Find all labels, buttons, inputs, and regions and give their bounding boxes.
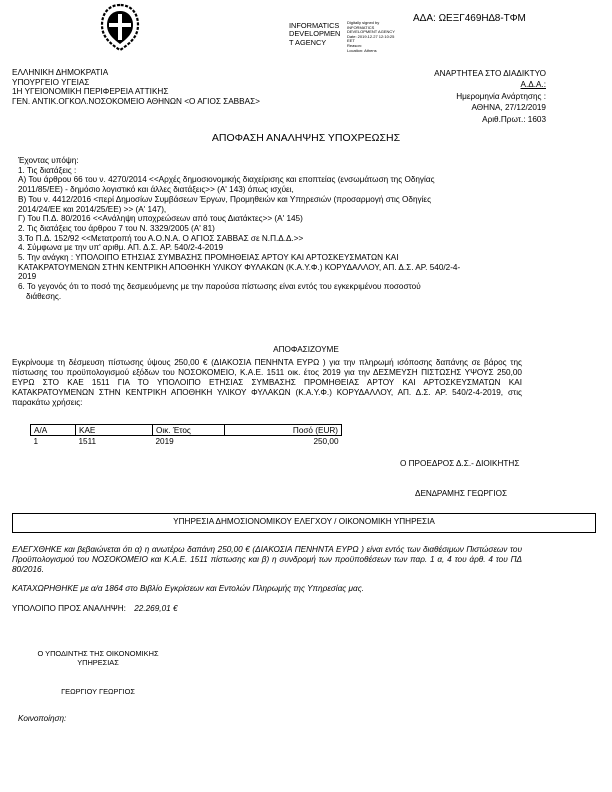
considering-item: 6. Το γεγονός ότι το ποσό της δεσμευόμενης με την παρούσα πίστωσης είναι εντός του εγκεκριμένου ποσοστού	[18, 282, 421, 292]
approval-paragraph: Εγκρίνουμε τη δέσμευση πίστωσης ύψους 250,00 € (ΔΙΑΚΟΣΙΑ ΠΕΝΗΝΤΑ ΕΥΡΩ ) για την πληρωμή ισόποσης δαπάνης σε βάρος της πίστωσης του προϋπολογισμού εξόδων του ΝΟΣΟΚΟΜΕΙΟ, Κ.Α.Ε. 1511 οικ. έτος 2019 για την ΔΕΣΜΕΥΣΗ ΠΙΣΤΩΣΗΣ ΥΨΟΥΣ 250,00 ΕΥΡΩ ΣΤΟ ΚΑΕ 1511 ΓΙΑ ΤΟ ΥΠΟΛΟΙΠΟ ΕΤΗΣΙΑΣ ΣΥΜΒΑΣΗΣ ΠΡΟΜΗΘΕΙΑΣ ΑΡΤΟΥ ΚΑΙ ΑΡΤΟΣΚΕΥΣΜΑΤΩΝ ΚΑΙ ΚΑΤΑΚΡΑΤΟΥΜΕΝΩΝ ΣΤΗΝ ΚΕΝΤΡΙΚΗ ΑΠΟΘΗΚΗ ΥΛΙΚΟΥ ΦΥΛΑΚΩΝ (Κ.Α.Υ.Φ.) ΚΟΡΥΔΑΛΛΟΥ, ΑΠ. Δ.Σ. ΑΡ. 540/2-4-2019, στις παρακάτω χρήσεις:	[12, 358, 522, 407]
signature-line-4: Date: 2019.12.27 12:10:25	[347, 33, 395, 39]
document-title: ΑΠΟΦΑΣΗ ΑΝΑΛΗΨΗΣ ΥΠΟΧΡΕΩΣΗΣ	[211, 132, 401, 144]
ida-logo-line-1: INFORMATICS	[289, 21, 340, 30]
post-online-label: ΑΝΑΡΤΗΤΕΑ ΣΤΟ ΔΙΑΔΙΚΤΥΟ	[434, 69, 546, 78]
issuer-line-4: ΓΕΝ. ΑΝΤΙΚ.ΟΓΚΟΛ.ΝΟΣΟΚΟΜΕΙΟ ΑΘΗΝΩΝ <Ο ΑΓΙΟΣ ΣΑΒΒΑΣ>	[12, 96, 260, 106]
signature-line-5: EET	[347, 38, 355, 44]
post-date-label: Ημερομηνία Ανάρτησης :	[456, 91, 546, 101]
ada-top: ΑΔΑ: ΩΕΞΓ469Η∆8-ΤΦΜ	[413, 13, 526, 24]
table-header-row	[31, 425, 342, 436]
signature-line-6: Reason:	[347, 42, 362, 48]
col-kae: ΚΑΕ	[76, 425, 153, 436]
ida-logo-text	[289, 22, 340, 47]
decide-heading: ΑΠΟΦΑΣΙΖΟΥΜΕ	[273, 345, 339, 354]
cell-kae: 1511	[78, 436, 97, 446]
considering-item: 2014/24/ΕΕ και 2014/25/ΕΕ) >> (Α' 147),	[18, 204, 167, 214]
greek-emblem-icon	[95, 3, 145, 53]
signature-line-1: Digitally signed by	[347, 20, 380, 25]
service-box-label: ΥΠΗΡΕΣΙΑ ΔΗΜΟΣΙΟΝΟΜΙΚΟΥ ΕΛΕΓΧΟΥ / ΟΙΚΟΝΟΜΙΚΗ ΥΠΗΡΕΣΙΑ	[173, 517, 435, 526]
issuer-line-1: ΕΛΛΗΝΙΚΗ ΔΗΜΟΚΡΑΤΙΑ	[12, 68, 109, 77]
ada-label: Α.Δ.Α.:	[520, 80, 546, 90]
finance-title	[18, 649, 178, 667]
considering-item: 1. Τις διατάξεις :	[18, 165, 77, 175]
remaining-label: ΥΠΟΛΟΙΠΟ ΠΡΟΣ ΑΝΑΛΗΨΗ:	[12, 604, 126, 613]
registered-line: ΚΑΤΑΧΩΡΗΘΗΚΕ με α/α 1864 στο Βιβλίο Εγκρίσεων και Εντολών Πληρωμής της Υπηρεσίας μας.	[12, 584, 364, 593]
signer-title: Ο ΠΡΟΕΔΡΟΣ Δ.Σ.- ΔΙΟΙΚΗΤΗΣ	[400, 459, 520, 468]
considering-item: 2. Τις διατάξεις του άρθρου 7 του Ν. 3329/2005 (Α' 81)	[18, 223, 215, 233]
cell-year: 2019	[155, 436, 174, 446]
cell-amount: 250,00	[313, 436, 339, 446]
finance-title-line-2: ΥΠΗΡΕΣΙΑΣ	[77, 658, 119, 668]
considering-item: διάθεσης.	[26, 291, 62, 301]
cc-label: Κοινοποίηση:	[18, 714, 67, 723]
signature-line-3: DEVELOPMENT AGENCY	[347, 29, 395, 35]
ida-logo-line-2: DEVELOPMEN	[289, 29, 341, 39]
col-amount: Ποσό (EUR)	[225, 425, 342, 436]
remaining-row	[12, 604, 178, 614]
checked-paragraph: ΕΛΕΓΧΘΗΚΕ και βεβαιώνεται ότι α) η ανωτέρω δαπάνη 250,00 € (ΔΙΑΚΟΣΙΑ ΠΕΝΗΝΤΑ ΕΥΡΩ ) είναι εντός των διαθέσιμων Πιστώσεων του Προϋπολογισμού του ΝΟΣΟΚΟΜΕΙΟ και Κ.Α.Ε. 1511 πίστωσης και β) η συνδρομή των προϋποθέσεων των παρ. 1 α, 4 του άρθ. 4 του ΠΔ 80/2016.	[12, 545, 522, 574]
remaining-value: 22.269,01 €	[134, 604, 178, 613]
digital-signature-stamp	[347, 21, 395, 53]
considering-item: 3.Το Π.Δ. 152/92 <<Μετατροπή του Α.Ο.Ν.Α. Ο ΑΓΙΟΣ ΣΑΒΒΑΣ σε Ν.Π.Δ.Δ.>>	[18, 233, 304, 243]
signature-line-7: Location: Athens	[347, 47, 377, 53]
considering-item: ΚΑΤΑΚΡΑΤΟΥΜΕΝΩΝ ΣΤΗΝ ΚΕΝΤΡΙΚΗ ΑΠΟΘΗΚΗ ΥΛΙΚΟΥ ΦΥΛΑΚΩΝ (Κ.Α.Υ.Φ.) ΚΟΡΥΔΑΛΛΟΥ, ΑΠ. Δ.Σ. ΑΡ. 540/2-4-	[18, 262, 461, 272]
ida-logo-line-3: T AGENCY	[289, 37, 327, 47]
considering-item: 5. Την ανάγκη : ΥΠΟΛΟΙΠΟ ΕΤΗΣΙΑΣ ΣΥΜΒΑΣΗΣ ΠΡΟΜΗΘΕΙΑΣ ΑΡΤΟΥ ΚΑΙ ΑΡΤΟΣΚΕΥΣΜΑΤΩΝ ΚΑΙ	[18, 253, 399, 263]
payment-table	[30, 424, 342, 446]
signature-line-2: INFORMATICS	[347, 24, 375, 30]
payment-table-wrap	[30, 424, 342, 446]
issuer-block	[12, 68, 260, 106]
finance-name: ΓΕΩΡΓΙΟΥ ΓΕΩΡΓΙΟΣ	[61, 687, 135, 696]
considering-item: Α) Του άρθρου 66 του ν. 4270/2014 <<Αρχές δημοσιονομικής διαχείρισης και εποπτείας (ενσωμάτωση της Οδηγίας	[18, 175, 435, 185]
considering-item: 2011/85/ΕΕ) - δημόσιο λογιστικό και άλλες διατάξεις>> (Α' 143) όπως ισχύει,	[18, 185, 294, 195]
city-date: ΑΘΗΝΑ, 27/12/2019	[471, 103, 546, 113]
meta-block	[434, 68, 546, 125]
col-aa: Α/Α	[31, 425, 76, 436]
issuer-line-2: ΥΠΟΥΡΓΕΙΟ ΥΓΕΙΑΣ	[12, 77, 90, 87]
considering-heading: Έχοντας υπόψη:	[18, 156, 79, 165]
considering-item: Β) Του ν. 4412/2016 <περί Δημοσίων Συμβάσεων Έργων, Προμηθειών και Υπηρεσιών (προσαρμογή στις Οδηγίες	[18, 194, 432, 204]
table-row	[31, 436, 342, 447]
cell-aa: 1	[33, 436, 39, 446]
signer-name: ΔΕΝ∆ΡΑΜΗΣ ΓΕΩΡΓΙΟΣ	[415, 489, 508, 498]
considering-item: Γ) Του Π.Δ. 80/2016 <<Ανάληψη υποχρεώσεων από τους Διατάκτες>> (Α' 145)	[18, 214, 303, 224]
finance-title-line-1: Ο ΥΠΟΔΙΝΤΗΣ ΤΗΣ ΟΙΚΟΝΟΜΙΚΗΣ	[37, 649, 159, 658]
considering-item: 4. Σύμφωνα με την υπ' αριθμ. ΑΠ. Δ.Σ. ΑΡ. 540/2-4-2019	[18, 243, 224, 253]
col-year: Οικ. Έτος	[153, 425, 225, 436]
considering-item: 2019	[18, 272, 37, 282]
considering-section	[18, 156, 460, 302]
issuer-line-3: 1Η ΥΓΕΙΟΝΟΜΙΚΗ ΠΕΡΙΦΕΡΕΙΑ ΑΤΤΙΚΗΣ	[12, 87, 169, 97]
protocol-number: Αριθ.Πρωτ.: 1603	[482, 114, 546, 124]
